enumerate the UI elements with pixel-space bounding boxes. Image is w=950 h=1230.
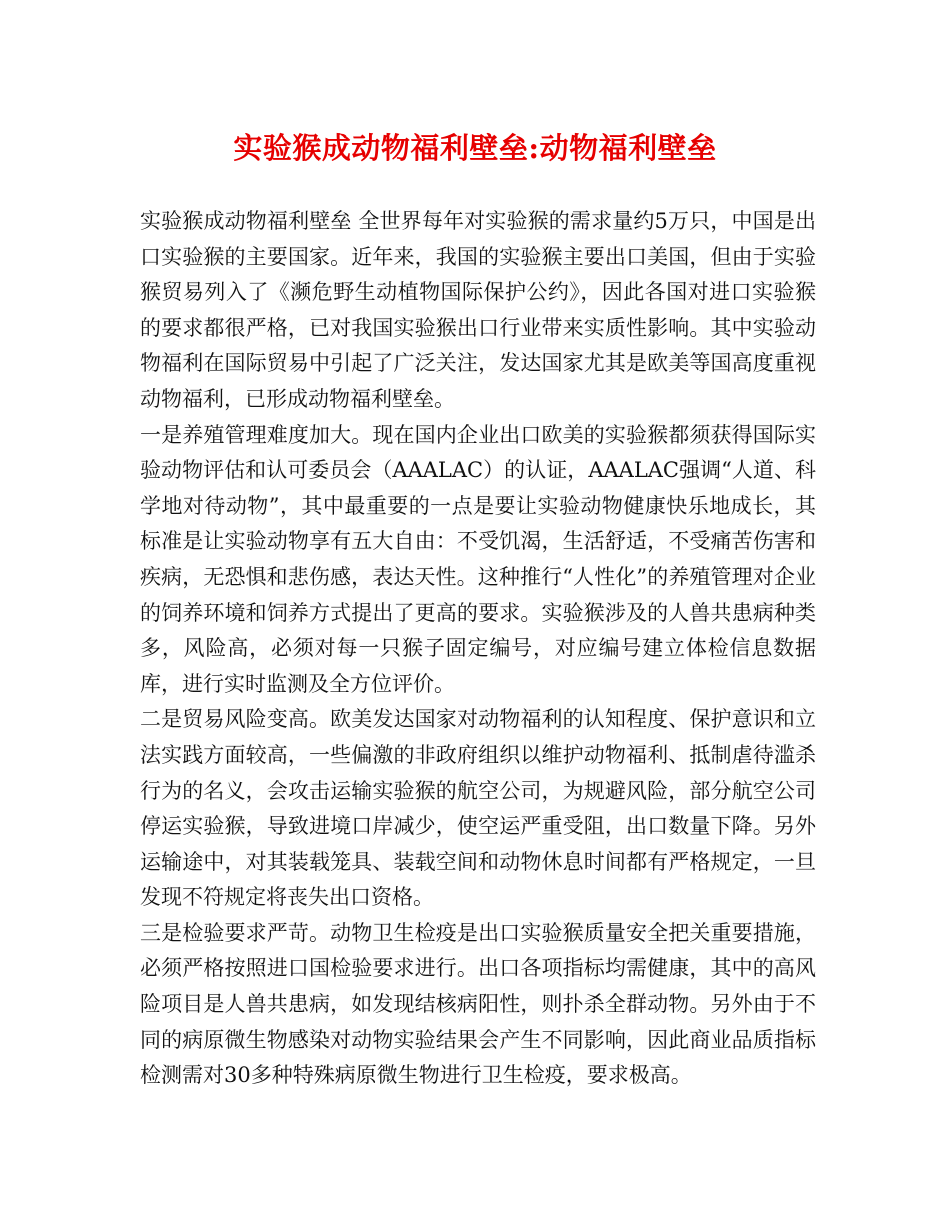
document-title: 实验猴成动物福利壁垒:动物福利壁垒 bbox=[233, 131, 717, 165]
paragraph-intro: 实验猴成动物福利壁垒 全世界每年对实验猴的需求量约5万只，中国是出口实验猴的主要国家。近年来，我国的实验猴主要出口美国，但由于实验猴贸易列入了《濒危野生动植物国际保护公约》，因此各国对进口实验猴的要求都很严格，已对我国实验猴出口行业带来实质性影响。其中实验动物福利在国际贸易中引起了广泛关注，发达国家尤其是欧美等国高度重视动物福利，已形成动物福利壁垒。 bbox=[140, 209, 816, 411]
document-body bbox=[140, 204, 816, 1094]
paragraph-trade-risk: 二是贸易风险变高。欧美发达国家对动物福利的认知程度、保护意识和立法实践方面较高，一些偏激的非政府组织以维护动物福利、抵制虐待滥杀行为的名义，会攻击运输实验猴的航空公司，为规避风险，部分航空公司停运实验猴，导致进境口岸减少，使空运严重受阻，出口数量下降。另外运输途中，对其装载笼具、装载空间和动物休息时间都有严格规定，一旦发现不符规定将丧失出口资格。 bbox=[140, 707, 816, 910]
paragraph-inspection-requirements: 三是检验要求严苛。动物卫生检疫是出口实验猴质量安全把关重要措施，必须严格按照进口国检验要求进行。出口各项指标均需健康，其中的高风险项目是人兽共患病，如发现结核病阳性，则扑杀全群动物。另外由于不同的病原微生物感染对动物实验结果会产生不同影响，因此商业品质指标检测需对30多种特殊病原微生物进行卫生检疫，要求极高。 bbox=[140, 920, 816, 1088]
paragraph-breeding-management: 一是养殖管理难度加大。现在国内企业出口欧美的实验猴都须获得国际实验动物评估和认可委员会（AAALAC）的认证，AAALAC强调“人道、科学地对待动物”，其中最重要的一点是要让实验动物健康快乐地成长，其标准是让实验动物享有五大自由：不受饥渴，生活舒适，不受痛苦伤害和疾病，无恐惧和悲伤感，表达天性。这种推行“人性化”的养殖管理对企业的饲养环境和饲养方式提出了更高的要求。实验猴涉及的人兽共患病种类多，风险高，必须对每一只猴子固定编号，对应编号建立体检信息数据库，进行实时监测及全方位评价。 bbox=[140, 422, 816, 696]
